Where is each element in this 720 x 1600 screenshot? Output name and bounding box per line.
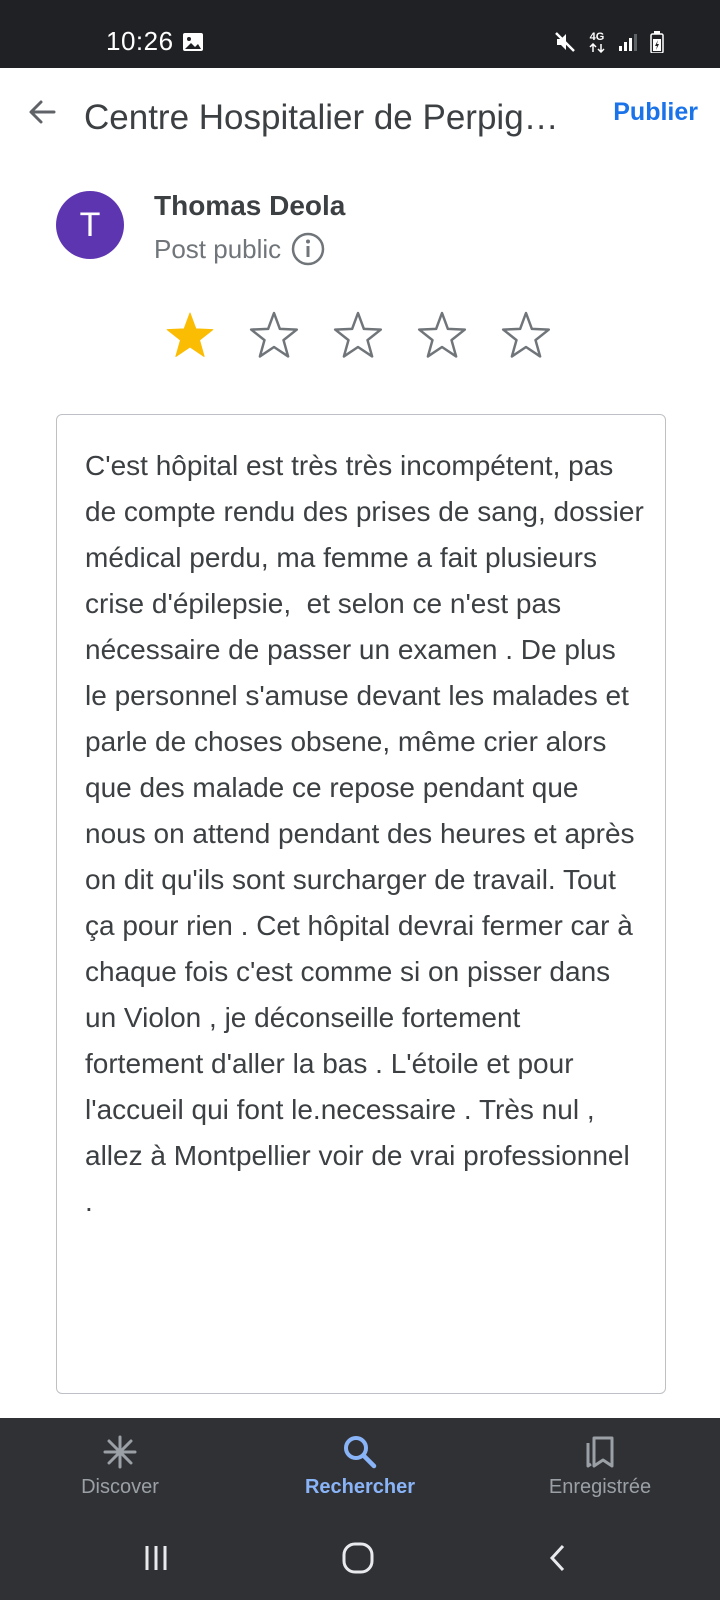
home-icon <box>341 1541 375 1575</box>
avatar <box>56 191 124 259</box>
recent-apps-icon <box>141 1543 171 1573</box>
recent-apps-button[interactable] <box>134 1538 178 1578</box>
star-4[interactable] <box>414 308 470 364</box>
app-header <box>0 68 720 168</box>
battery-icon <box>650 31 664 53</box>
status-time: 10:26 <box>106 26 174 56</box>
bottom-nav <box>0 1418 720 1518</box>
star-2[interactable] <box>246 308 302 364</box>
star-rating <box>162 308 554 364</box>
search-icon <box>342 1434 378 1470</box>
place-title: Centre Hospitalier de Perpig… <box>84 98 559 137</box>
system-nav-bar <box>0 1518 720 1600</box>
signal-icon <box>618 33 638 51</box>
review-text: C'est hôpital est très très incompétent, pas de compte rendu des prises de sang, dossier médical perdu, ma femme a fait plusieurs crise d'épilepsie, et selon ce n'est pas nécessaire de passer un examen . De plus le personnel s'amuse devant les malades et parle de choses obsene, même crier alors que des malade ce repose pendant que nous on attend pendant des heures et après on dit qu'ils sont surcharger de travail. Tout ça pour rien . Cet hôpital devrai fermer car à chaque fois c'est comme si on pisser dans un Violon , je déconseille fortement fortement d'aller la bas . L'étoile et pour l'accueil qui font le.necessaire . Très nul , allez à Montpellier voir de vrai professionnel . <box>85 450 652 1217</box>
publish-button[interactable]: Publier <box>613 98 698 126</box>
asterisk-icon <box>102 1434 138 1470</box>
data-arrows-icon <box>588 43 606 53</box>
reviewer-info <box>0 188 720 278</box>
nav-search-label: Rechercher <box>304 1476 416 1498</box>
nav-search[interactable] <box>240 1418 480 1518</box>
nav-saved[interactable] <box>480 1418 720 1518</box>
post-visibility <box>154 232 325 266</box>
system-back-button[interactable] <box>536 1538 580 1578</box>
post-visibility-label: Post public <box>154 233 282 264</box>
avatar-initial: T <box>79 205 101 244</box>
reviewer-name: Thomas Deola <box>154 190 346 221</box>
star-1[interactable] <box>162 308 218 364</box>
arrow-back-icon <box>26 96 58 128</box>
star-3[interactable] <box>330 308 386 364</box>
back-button[interactable] <box>22 92 62 132</box>
mute-icon <box>554 31 576 53</box>
home-button[interactable] <box>336 1538 380 1578</box>
network-indicator <box>588 32 606 53</box>
status-icons <box>554 30 664 54</box>
info-icon[interactable] <box>291 232 325 266</box>
nav-discover[interactable] <box>0 1418 240 1518</box>
network-label: 4G <box>589 30 605 43</box>
nav-saved-label: Enregistrée <box>548 1476 652 1498</box>
review-textarea[interactable] <box>56 414 666 1394</box>
star-5[interactable] <box>498 308 554 364</box>
nav-discover-label: Discover <box>81 1476 159 1498</box>
status-bar <box>0 0 720 68</box>
bookmark-icon <box>582 1434 618 1470</box>
gallery-icon <box>182 32 204 52</box>
chevron-left-icon <box>544 1543 572 1573</box>
